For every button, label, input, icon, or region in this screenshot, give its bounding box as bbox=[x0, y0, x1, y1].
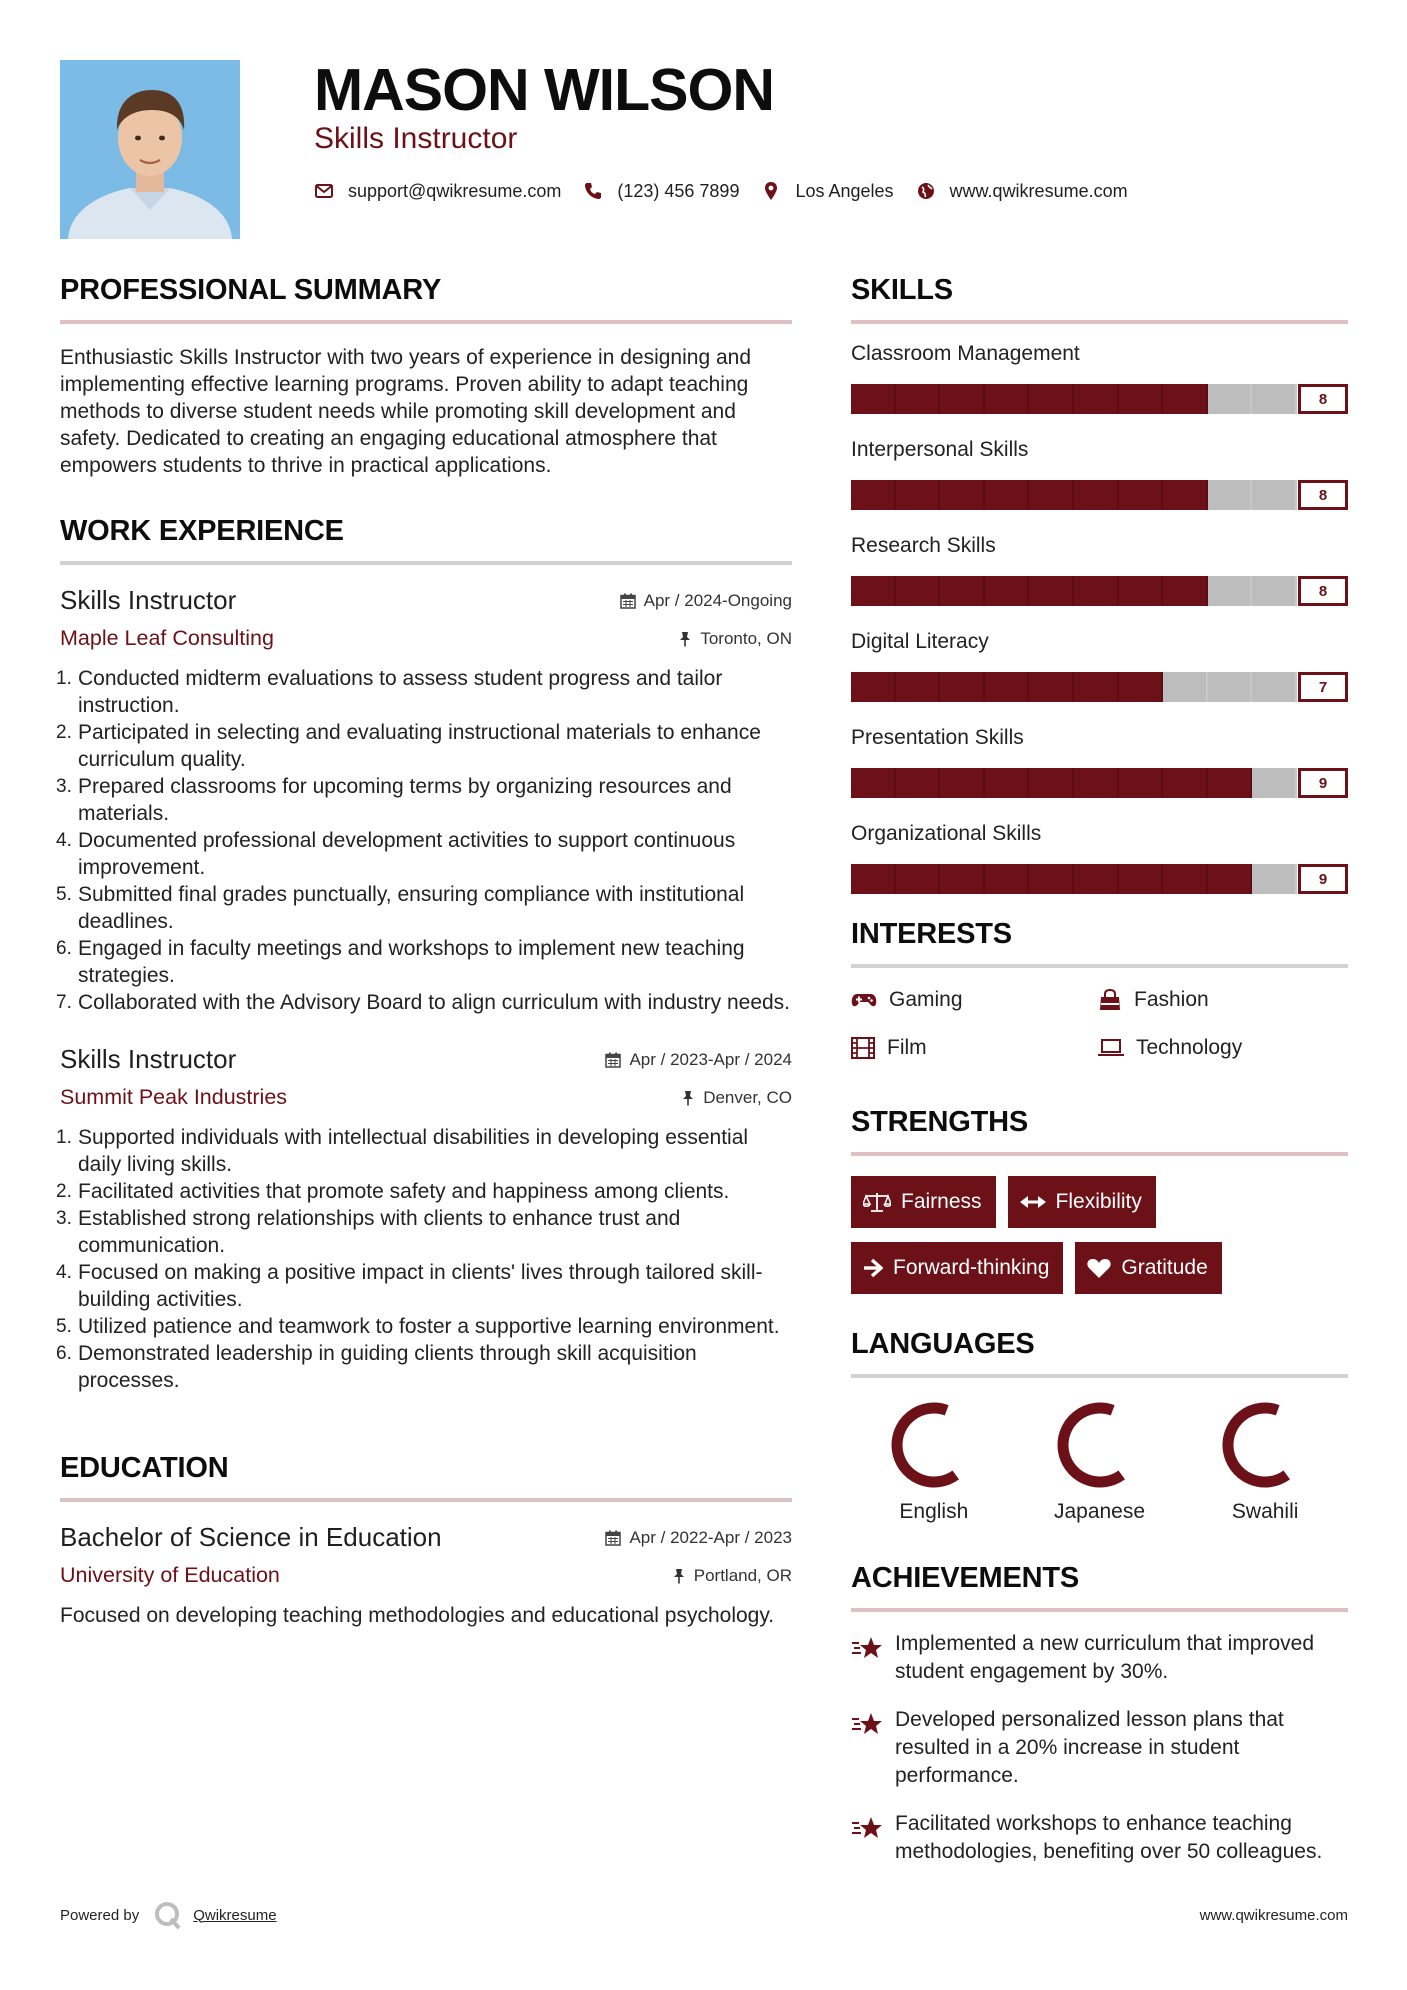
skill-name: Presentation Skills bbox=[851, 726, 1024, 749]
skill-item bbox=[851, 726, 1348, 798]
arrows-horizontal-icon bbox=[1020, 1194, 1046, 1210]
section-divider bbox=[851, 320, 1348, 324]
skill-bar-segment bbox=[940, 576, 985, 606]
skill-bar bbox=[851, 864, 1297, 894]
skill-bar-segment bbox=[1208, 864, 1253, 894]
powered-by-label: Powered by bbox=[60, 1906, 140, 1924]
skill-bar-segment bbox=[896, 672, 941, 702]
skill-bar bbox=[851, 576, 1297, 606]
section-title-interests: INTERESTS bbox=[851, 918, 1012, 950]
achievement-item bbox=[851, 1706, 1348, 1790]
footer-website[interactable]: www.qwikresume.com bbox=[1199, 1907, 1348, 1924]
skill-bar-segment bbox=[1029, 576, 1074, 606]
language-item bbox=[851, 1400, 1017, 1524]
skill-bar-segment bbox=[851, 672, 896, 702]
strength-chip bbox=[851, 1176, 996, 1228]
job-location-text: Toronto, ON bbox=[700, 629, 792, 648]
list-item: Established strong relationships with clients to enhance trust and communication. bbox=[78, 1207, 681, 1257]
skill-bar-segment bbox=[851, 384, 896, 414]
contact-location: Los Angeles bbox=[795, 180, 894, 201]
skill-bar bbox=[851, 768, 1297, 798]
qwikresume-link[interactable]: Qwikresume bbox=[193, 1906, 277, 1924]
section-title-summary: PROFESSIONAL SUMMARY bbox=[60, 274, 442, 306]
skill-bar-segment bbox=[940, 480, 985, 510]
section-title-experience: WORK EXPERIENCE bbox=[60, 515, 344, 547]
list-item: Documented professional development activities to support continuous improvement. bbox=[78, 829, 736, 879]
heart-icon bbox=[1087, 1257, 1111, 1279]
calendar-icon bbox=[605, 1052, 621, 1068]
job-bullets bbox=[60, 1124, 792, 1394]
list-item: Focused on making a positive impact in clients' lives through tailored skill-building activities. bbox=[78, 1261, 763, 1311]
section-divider bbox=[851, 1374, 1348, 1378]
skill-bar-segment bbox=[1119, 768, 1164, 798]
strength-label: Gratitude bbox=[1121, 1256, 1208, 1279]
skill-bar-segment bbox=[1252, 768, 1297, 798]
skill-bar-segment bbox=[1163, 672, 1208, 702]
calendar-icon bbox=[605, 1530, 621, 1546]
education-description: Focused on developing teaching methodologies and educational psychology. bbox=[60, 1604, 775, 1627]
skill-bar-segment bbox=[985, 672, 1030, 702]
section-divider bbox=[60, 1498, 792, 1502]
skill-bar-segment bbox=[940, 768, 985, 798]
skill-name: Classroom Management bbox=[851, 342, 1080, 365]
skill-level-meter bbox=[851, 864, 1348, 894]
skill-bar-segment bbox=[851, 864, 896, 894]
degree-title: Bachelor of Science in Education bbox=[60, 1522, 442, 1552]
section-title-skills: SKILLS bbox=[851, 274, 953, 306]
envelope-icon bbox=[314, 181, 334, 201]
skill-bar-segment bbox=[1252, 384, 1297, 414]
job-date-text: Apr / 2024-Ongoing bbox=[643, 591, 792, 610]
achievement-text: Implemented a new curriculum that improved student engagement by 30%. bbox=[895, 1632, 1315, 1683]
skill-bar-segment bbox=[1119, 576, 1164, 606]
interest-item bbox=[1098, 1034, 1345, 1062]
contact-email[interactable]: support@qwikresume.com bbox=[348, 180, 562, 201]
skill-bar-segment bbox=[1074, 576, 1119, 606]
language-level-ring bbox=[1055, 1400, 1145, 1490]
skill-bar-segment bbox=[1208, 576, 1253, 606]
strength-chip bbox=[1075, 1242, 1221, 1294]
job-entry bbox=[60, 585, 792, 1016]
job-entry bbox=[60, 1044, 792, 1394]
language-item bbox=[1017, 1400, 1183, 1524]
section-divider bbox=[851, 964, 1348, 968]
contact-phone[interactable]: (123) 456 7899 bbox=[617, 180, 740, 201]
strengths-list bbox=[851, 1176, 1348, 1294]
skill-level-meter bbox=[851, 480, 1348, 510]
skill-bar-segment bbox=[1029, 384, 1074, 414]
pushpin-icon bbox=[678, 631, 692, 647]
skill-bar-segment bbox=[985, 864, 1030, 894]
shopping-bag-icon bbox=[1098, 989, 1122, 1011]
skill-level-value: 9 bbox=[1298, 768, 1348, 798]
skill-bar-segment bbox=[896, 480, 941, 510]
list-item: Participated in selecting and evaluating instructional materials to enhance curriculum quality. bbox=[78, 721, 761, 771]
skill-bar-segment bbox=[985, 576, 1030, 606]
pushpin-icon bbox=[681, 1090, 695, 1106]
interests-grid bbox=[851, 986, 1348, 1062]
education-date-text: Apr / 2022-Apr / 2023 bbox=[629, 1528, 792, 1547]
skill-bar-segment bbox=[896, 864, 941, 894]
strength-chip bbox=[1008, 1176, 1156, 1228]
skill-bar-segment bbox=[1208, 384, 1253, 414]
skill-level-meter bbox=[851, 384, 1348, 414]
job-date bbox=[605, 1050, 792, 1070]
calendar-icon bbox=[620, 593, 636, 609]
skill-item bbox=[851, 438, 1348, 510]
skill-bar-segment bbox=[1163, 864, 1208, 894]
contact-bar bbox=[314, 176, 1150, 206]
language-name: Japanese bbox=[1053, 1500, 1146, 1523]
skill-level-value: 9 bbox=[1298, 864, 1348, 894]
globe-icon bbox=[916, 181, 936, 201]
arrow-right-icon bbox=[863, 1258, 883, 1278]
job-company: Maple Leaf Consulting bbox=[60, 626, 274, 650]
skill-bar-segment bbox=[1163, 768, 1208, 798]
list-item: Engaged in faculty meetings and workshops to implement new teaching strategies. bbox=[78, 937, 745, 987]
achievement-text: Facilitated workshops to enhance teaching methodologies, benefiting over 50 colleagues. bbox=[895, 1812, 1323, 1863]
left-column bbox=[60, 274, 792, 1629]
skill-level-value: 8 bbox=[1298, 384, 1348, 414]
section-divider bbox=[60, 561, 792, 565]
skill-bar-segment bbox=[1208, 768, 1253, 798]
skill-bar-segment bbox=[1252, 672, 1297, 702]
achievement-text: Developed personalized lesson plans that resulted in a 20% increase in student performance. bbox=[895, 1708, 1284, 1787]
section-divider bbox=[851, 1608, 1348, 1612]
skill-bar-segment bbox=[1208, 480, 1253, 510]
shooting-star-icon bbox=[851, 1814, 885, 1842]
interest-item bbox=[851, 1034, 1098, 1062]
skill-bar-segment bbox=[940, 672, 985, 702]
pushpin-icon bbox=[672, 1568, 686, 1584]
skill-bar-segment bbox=[985, 768, 1030, 798]
interest-item bbox=[851, 986, 1098, 1014]
list-item: Conducted midterm evaluations to assess student progress and tailor instruction. bbox=[78, 667, 723, 717]
skill-item bbox=[851, 342, 1348, 414]
skill-bar bbox=[851, 672, 1297, 702]
school-name: University of Education bbox=[60, 1563, 280, 1587]
job-date bbox=[620, 591, 792, 611]
skill-bar-segment bbox=[1252, 576, 1297, 606]
skill-bar-segment bbox=[851, 768, 896, 798]
skill-level-value: 7 bbox=[1298, 672, 1348, 702]
skill-bar-segment bbox=[851, 576, 896, 606]
section-title-achievements: ACHIEVEMENTS bbox=[851, 1562, 1080, 1594]
language-item bbox=[1182, 1400, 1348, 1524]
interest-label: Gaming bbox=[889, 988, 963, 1011]
achievement-item bbox=[851, 1810, 1348, 1866]
skill-bar-segment bbox=[1029, 768, 1074, 798]
skill-name: Interpersonal Skills bbox=[851, 438, 1029, 461]
language-level-ring bbox=[1220, 1400, 1310, 1490]
skill-bar-segment bbox=[1252, 480, 1297, 510]
skill-bar-segment bbox=[1163, 576, 1208, 606]
skill-name: Organizational Skills bbox=[851, 822, 1042, 845]
skill-bar-segment bbox=[1074, 768, 1119, 798]
skill-bar-segment bbox=[1074, 480, 1119, 510]
job-date-text: Apr / 2023-Apr / 2024 bbox=[629, 1050, 792, 1069]
phone-icon bbox=[583, 181, 603, 201]
scale-icon bbox=[863, 1191, 891, 1213]
skill-bar-segment bbox=[1208, 672, 1253, 702]
education-entry bbox=[60, 1522, 792, 1629]
candidate-name: MASON WILSON bbox=[314, 57, 774, 123]
skill-level-value: 8 bbox=[1298, 480, 1348, 510]
list-item: Submitted final grades punctually, ensuring compliance with institutional deadlines. bbox=[78, 883, 745, 933]
job-bullets bbox=[60, 665, 792, 1016]
skill-name: Digital Literacy bbox=[851, 630, 989, 653]
job-company: Summit Peak Industries bbox=[60, 1085, 288, 1109]
strength-label: Forward-thinking bbox=[893, 1256, 1050, 1279]
film-icon bbox=[851, 1037, 875, 1059]
qwikresume-logo-icon bbox=[153, 1900, 183, 1930]
skill-bar bbox=[851, 480, 1297, 510]
skill-bar-segment bbox=[1029, 864, 1074, 894]
skills-list bbox=[851, 342, 1348, 894]
skill-level-meter bbox=[851, 576, 1348, 606]
skill-bar-segment bbox=[851, 480, 896, 510]
section-title-education: EDUCATION bbox=[60, 1452, 229, 1484]
language-name: Swahili bbox=[1231, 1500, 1299, 1523]
strength-label: Fairness bbox=[901, 1190, 982, 1213]
interest-label: Fashion bbox=[1134, 988, 1209, 1011]
skill-bar-segment bbox=[896, 576, 941, 606]
skill-bar-segment bbox=[1119, 672, 1164, 702]
job-title: Skills Instructor bbox=[60, 1044, 237, 1074]
skill-level-meter bbox=[851, 672, 1348, 702]
skill-bar-segment bbox=[1119, 480, 1164, 510]
list-item: Supported individuals with intellectual disabilities in developing essential daily living skills. bbox=[78, 1126, 749, 1176]
skill-bar-segment bbox=[985, 480, 1030, 510]
skill-item bbox=[851, 822, 1348, 894]
job-location bbox=[681, 1088, 792, 1108]
skill-bar-segment bbox=[896, 768, 941, 798]
summary-text: Enthusiastic Skills Instructor with two years of experience in designing and implementing effective learning programs. Proven ability to adapt teaching methods to diverse student needs while promoting skill development and safety. Dedicated to creating an engaging educational atmosphere that empowers students to thrive in practical applications. bbox=[60, 346, 752, 477]
section-divider bbox=[851, 1152, 1348, 1156]
skill-bar-segment bbox=[1119, 864, 1164, 894]
languages-list bbox=[851, 1400, 1348, 1524]
candidate-role: Skills Instructor bbox=[314, 122, 518, 155]
section-title-strengths: STRENGTHS bbox=[851, 1106, 1029, 1138]
job-location bbox=[678, 629, 792, 649]
skill-bar-segment bbox=[1029, 672, 1074, 702]
interest-label: Film bbox=[887, 1036, 927, 1059]
contact-website[interactable]: www.qwikresume.com bbox=[949, 180, 1128, 201]
education-location bbox=[672, 1566, 792, 1586]
skill-item bbox=[851, 534, 1348, 606]
skill-bar-segment bbox=[896, 384, 941, 414]
map-pin-icon bbox=[761, 181, 781, 201]
section-divider bbox=[60, 320, 792, 324]
interest-item bbox=[1098, 986, 1345, 1014]
skill-item bbox=[851, 630, 1348, 702]
skill-bar-segment bbox=[940, 864, 985, 894]
list-item: Prepared classrooms for upcoming terms by organizing resources and materials. bbox=[78, 775, 732, 825]
skill-bar-segment bbox=[985, 384, 1030, 414]
skill-level-value: 8 bbox=[1298, 576, 1348, 606]
gamepad-icon bbox=[851, 991, 877, 1009]
strength-chip bbox=[851, 1242, 1063, 1294]
job-title: Skills Instructor bbox=[60, 585, 237, 615]
section-title-languages: LANGUAGES bbox=[851, 1328, 1035, 1360]
education-location-text: Portland, OR bbox=[693, 1566, 792, 1585]
shooting-star-icon bbox=[851, 1634, 885, 1662]
achievement-item bbox=[851, 1630, 1348, 1686]
laptop-icon bbox=[1098, 1039, 1124, 1057]
skill-bar-segment bbox=[1029, 480, 1074, 510]
job-location-text: Denver, CO bbox=[703, 1088, 792, 1107]
list-item: Demonstrated leadership in guiding clients through skill acquisition processes. bbox=[78, 1342, 697, 1392]
skill-bar-segment bbox=[1074, 864, 1119, 894]
skill-bar-segment bbox=[1163, 480, 1208, 510]
shooting-star-icon bbox=[851, 1710, 885, 1738]
language-level-ring bbox=[889, 1400, 979, 1490]
list-item: Facilitated activities that promote safety and happiness among clients. bbox=[78, 1180, 730, 1203]
footer-powered-by bbox=[60, 1900, 277, 1930]
skill-bar-segment bbox=[1119, 384, 1164, 414]
education-date bbox=[605, 1528, 792, 1548]
right-column bbox=[851, 274, 1348, 1866]
skill-bar-segment bbox=[1074, 672, 1119, 702]
interest-label: Technology bbox=[1136, 1036, 1243, 1059]
list-item: Utilized patience and teamwork to foster a supportive learning environment. bbox=[78, 1315, 780, 1338]
strength-label: Flexibility bbox=[1055, 1190, 1142, 1213]
skill-bar-segment bbox=[1163, 384, 1208, 414]
skill-bar-segment bbox=[1074, 384, 1119, 414]
skill-bar-segment bbox=[940, 384, 985, 414]
language-name: English bbox=[899, 1500, 969, 1523]
skill-level-meter bbox=[851, 768, 1348, 798]
skill-bar bbox=[851, 384, 1297, 414]
profile-photo bbox=[60, 60, 240, 239]
skill-bar-segment bbox=[1252, 864, 1297, 894]
skill-name: Research Skills bbox=[851, 534, 996, 557]
list-item: Collaborated with the Advisory Board to align curriculum with industry needs. bbox=[78, 991, 791, 1014]
